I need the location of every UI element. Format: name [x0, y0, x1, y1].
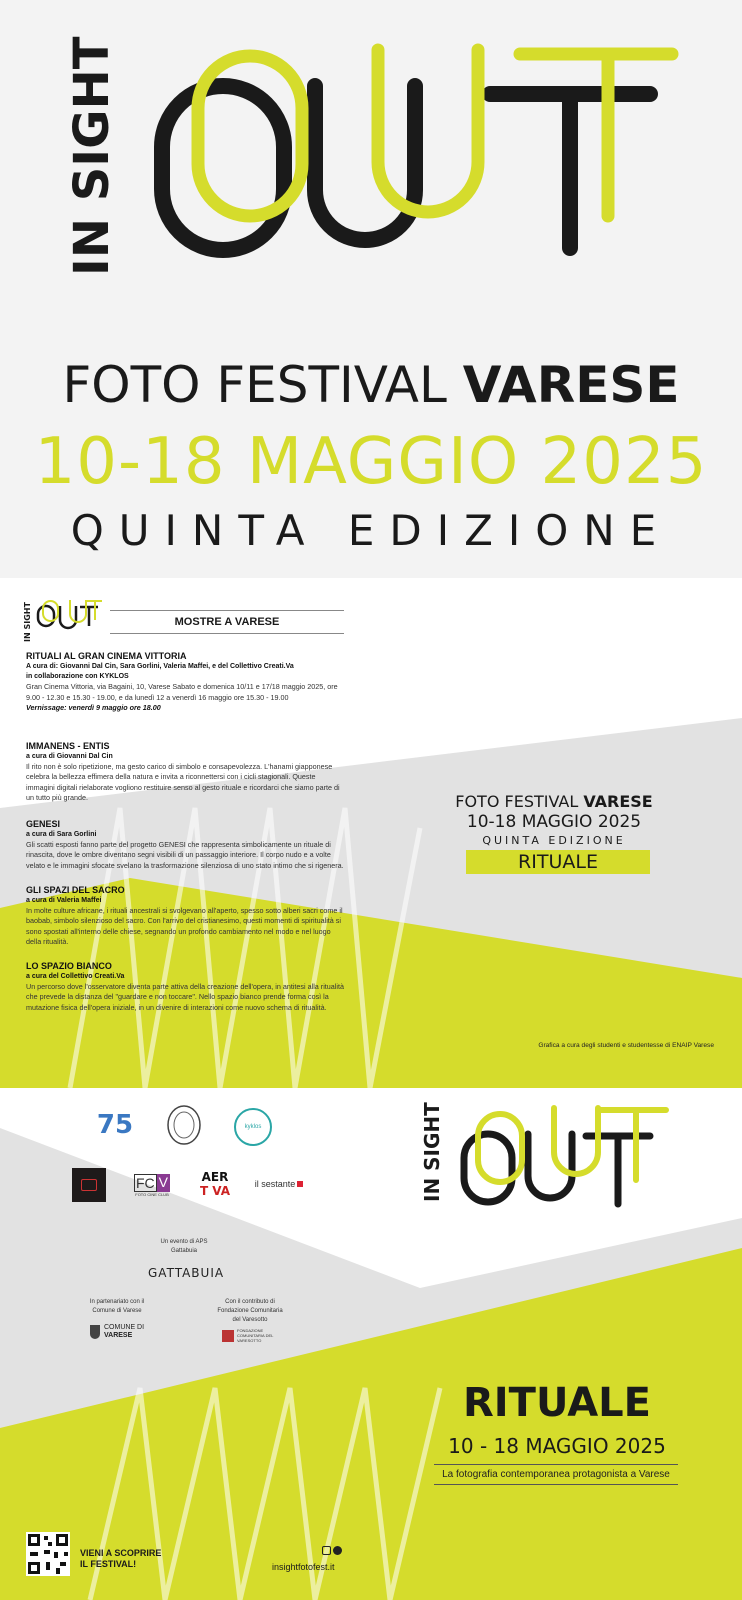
exhibitions-header: [110, 610, 344, 634]
exhibition-body: Un percorso dove l'osservatore diventa parte attiva della creazione dell'opera, in antitesi alla ritualità che prevede la distanza del "guardare e non toccare". Nello spazio bianco prende forma così la mutazione fisica dell'opera iniziale, in un divenire di interazioni come nuovo schema di ritualità.: [26, 982, 344, 1012]
exhibition-curator: a cura di Sara Gorlini: [26, 831, 97, 838]
exhibition-curator: a cura del Collettivo Creati.Va: [26, 973, 125, 980]
logo-75-text: 75: [96, 1110, 134, 1140]
kyklos-logo-text: kyklos: [244, 1124, 262, 1130]
fotografia-logo: [72, 1168, 106, 1202]
sestante-logo: [250, 1176, 308, 1192]
small-insight-logo: IN SIGHT: [23, 602, 32, 642]
exhibition-title: RITUALI AL GRAN CINEMA VITTORIA: [26, 651, 187, 661]
rituale-badge: [466, 850, 650, 874]
back-panel: [0, 1088, 742, 1600]
tva-text: T VA: [199, 1184, 231, 1198]
shield-icon: [90, 1325, 100, 1339]
logo-75-anniversary: [90, 1108, 140, 1142]
camera-icon: [81, 1179, 97, 1191]
right-festival-edition: QUINTA EDIZIONE: [482, 834, 626, 847]
event-by-text: Un evento di APS Gattabuia: [160, 1239, 208, 1254]
qr-code[interactable]: [26, 1532, 70, 1576]
exhibition-title: LO SPAZIO BIANCO: [26, 961, 112, 971]
rituale-badge-label: RITUALE: [518, 851, 598, 873]
kyklos-logo: [234, 1108, 272, 1146]
exhibition-title: IMMANENS - ENTIS: [26, 741, 110, 751]
cover-panel: [0, 0, 742, 578]
website-link[interactable]: insightfotofest.it: [272, 1562, 335, 1572]
sestante-mark-icon: [297, 1181, 303, 1187]
exhibition-vernissage: Vernissage: venerdì 9 maggio ore 18.00: [26, 702, 161, 712]
comune-varese-logo: [90, 1324, 144, 1340]
seal-logo: [166, 1104, 202, 1146]
insight-logo-text: IN SIGHT: [64, 36, 120, 276]
small-out-logo: [34, 596, 104, 630]
comune-line2: VARESE: [104, 1332, 133, 1339]
back-dates: 10 - 18 MAGGIO 2025: [448, 1434, 666, 1458]
right-festival-title: [440, 792, 668, 811]
facebook-icon[interactable]: [333, 1546, 342, 1555]
fotocineclub-v: V: [158, 1173, 169, 1190]
cta-line2: IL FESTIVAL!: [80, 1559, 137, 1569]
exhibition-immanens: [26, 740, 344, 803]
festival-title-bold: VARESE: [462, 356, 680, 414]
back-title: RITUALE: [463, 1380, 651, 1426]
right-title-regular: FOTO FESTIVAL: [455, 792, 579, 811]
exhibition-curator: a cura di Valeria Maffei: [26, 897, 102, 904]
festival-title-regular: FOTO FESTIVAL: [62, 356, 447, 414]
right-festival-dates: 10-18 MAGGIO 2025: [466, 812, 642, 832]
fondazione-mark-icon: [222, 1330, 234, 1342]
partnership-text: In partenariato con il Comune di Varese: [89, 1299, 145, 1314]
back-tagline-text: La fotografia contemporanea protagonista a Varese: [442, 1469, 670, 1480]
festival-edition: QUINTA EDIZIONE: [70, 506, 672, 555]
festival-title: [0, 356, 742, 414]
sestante-text: il sestante: [254, 1179, 296, 1189]
fotocineclub-fc: FC: [136, 1174, 155, 1191]
back-out-logo: [458, 1100, 688, 1210]
exhibitions-panel: [0, 578, 742, 1088]
aer-text: AER: [201, 1170, 229, 1184]
back-tagline: [434, 1464, 678, 1485]
exhibition-rituali: [26, 650, 344, 713]
fondazione-text: FONDAZIONE COMUNITARIA DEL VARESOTTO: [237, 1328, 274, 1343]
exhibition-genesi: [26, 818, 344, 871]
comune-line1: COMUNE DI: [104, 1324, 145, 1331]
contribution-text: Con il contributo di Fondazione Comunitaria del Varesotto: [217, 1299, 283, 1323]
festival-dates: 10-18 MAGGIO 2025: [34, 425, 708, 499]
out-logo-graphic: [0, 0, 742, 300]
graphic-credit: Grafica a cura degli studenti e studentesse di ENAIP Varese: [538, 1042, 714, 1049]
cta-text: [80, 1548, 161, 1570]
exhibition-title: GENESI: [26, 819, 61, 829]
social-icons: [322, 1546, 342, 1555]
exhibition-body: Gran Cinema Vittoria, via Bagaini, 10, Varese Sabato e domenica 10/11 e 17/18 maggio 2025, ore 9.00 - 12.30 e 15.30 - 19.00, e da lunedì 12 a venerdì 16 maggio ore 15.30 - 19.00: [26, 682, 338, 702]
fotocineclub-logo: [134, 1168, 170, 1202]
aer-tva-logo: [198, 1166, 232, 1202]
cta-line1: VIENI A SCOPRIRE: [80, 1548, 162, 1558]
back-insight-logo: IN SIGHT: [420, 1102, 444, 1202]
exhibition-title: GLI SPAZI DEL SACRO: [26, 885, 125, 895]
fondazione-logo: [222, 1328, 281, 1343]
exhibition-collaboration: in collaborazione con KYKLOS: [26, 673, 129, 681]
exhibition-curator: a cura di Giovanni Dal Cin: [26, 753, 113, 760]
exhibition-body: In molte culture africane, i rituali ancestrali si svolgevano all'aperto, spesso sotto alberi sacri come il baobab, simbolo silenzioso del sacro. Con l'arrivo del cristianesimo, questi momenti di spiritualità si sono spostati all'interno delle chiese, segnando un profondo cambiamento nel modo e nel luogo della ritualità.: [26, 906, 343, 946]
exhibition-body: Gli scatti esposti fanno parte del progetto GENESI che rappresenta simbolicamente un rituale di rinascita, dove le ombre diventano segni visibili di un passaggio interiore. Il corpo nudo e a volte velato e le immagini sfocate svelano la trasformazione silenziosa di uno stato intimo che si rigenera.: [26, 840, 344, 870]
instagram-icon[interactable]: [322, 1546, 331, 1555]
exhibition-spazio-bianco: [26, 960, 344, 1013]
fotocineclub-sub: FOTO CINE CLUB: [135, 1191, 169, 1197]
right-title-bold: VARESE: [583, 792, 653, 811]
exhibitions-header-label: MOSTRE A VARESE: [174, 616, 280, 628]
gattabuia-logo: GATTABUIA: [148, 1266, 225, 1280]
exhibition-curators: A cura di: Giovanni Dal Cin, Sara Gorlini, Valeria Maffei, e del Collettivo Creati.Va: [26, 663, 294, 670]
exhibition-spazi-sacro: [26, 884, 344, 947]
exhibition-body: Il rito non è solo ripetizione, ma gesto carico di simbolo e consapevolezza. L'hanami giapponese celebra la bellezza effimera della natura e invita a riconnettersi con i cicli stagionali. Queste immagini digitali rielaborate vogliono restituire senso al gesto rituale e ricordarci che siamo parte di un tutto più grande.: [26, 762, 340, 802]
